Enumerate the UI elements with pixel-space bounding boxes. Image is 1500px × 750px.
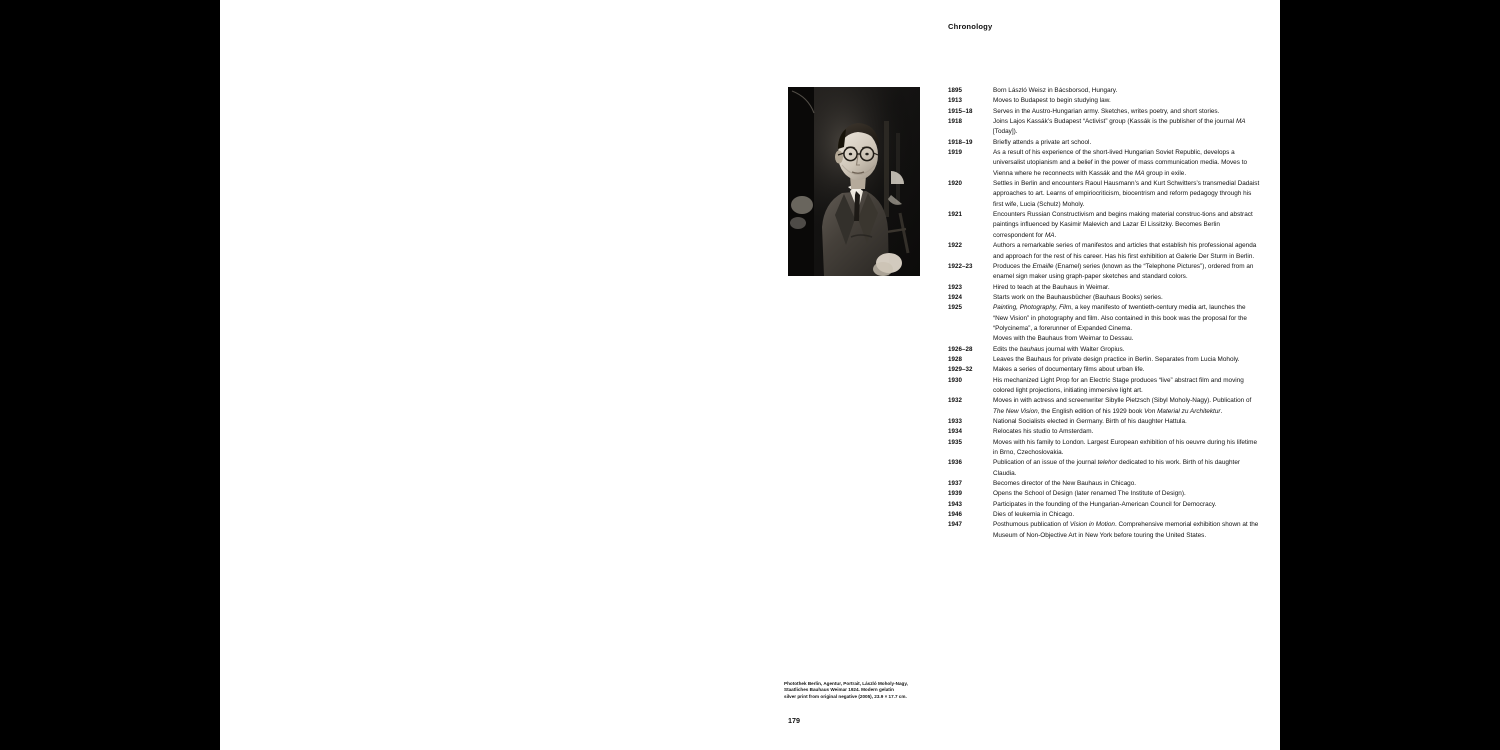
chronology-entry-year: 1943 (948, 500, 962, 508)
chronology-entry-text (993, 303, 1262, 344)
running-head: Chronology (948, 22, 993, 31)
italic-title: Von Material zu Architektur (1144, 407, 1221, 415)
chronology-entry-year: 1922 (948, 242, 962, 250)
text-run: (Enamel) series (known as the “Telephone Pictures”), ordered from an enamel sign maker using graph-paper sketches and standard colors. (993, 262, 1254, 281)
chronology-entry-paragraph (993, 510, 1262, 520)
chronology-entry-text (993, 283, 1262, 293)
chronology-entry-year: 1932 (948, 397, 962, 405)
chronology-entry-text (993, 376, 1262, 397)
book-page (220, 0, 1280, 750)
chronology-entry-text (993, 396, 1262, 417)
chronology-entry-text (993, 365, 1262, 375)
portrait-figure (788, 87, 920, 276)
text-run: Moves with his family to London. Largest European exhibition of his oeuvre during his lifetime in Brno, Czechoslovakia. (993, 438, 1258, 457)
chronology-entry (948, 417, 1262, 427)
chronology-entry-year: 1935 (948, 438, 962, 446)
text-run: , a key manifesto of twentieth-century media art, launches the “New Vision” in photography and film. Also contained in this book was the proposal for the “Polycinema”, a forerunner of Expanded Cinema. (993, 304, 1247, 332)
chronology-entry (948, 86, 1262, 96)
text-run: Posthumous publication of (993, 521, 1070, 529)
text-run: Publication of an issue of the journal (993, 459, 1098, 467)
text-run: group in exile. (1144, 169, 1187, 177)
chronology-entry-text (993, 293, 1262, 303)
chronology-entry (948, 396, 1262, 417)
chronology-entry (948, 96, 1262, 106)
chronology-entry-paragraph (993, 117, 1262, 138)
chronology-entry-text (993, 148, 1262, 179)
chronology-entry-year: 1922–23 (948, 262, 973, 270)
caption-line-3: silver print from original negative (2005), 23.9 × 17.7 cm. (784, 693, 907, 699)
chronology-entry (948, 376, 1262, 397)
text-run: As a result of his experience of the short-lived Hungarian Soviet Republic, develops a universalist utopianism and a belief in the power of mass communication media. Moves to Vienna where he reconnects with Kassák and the (993, 149, 1248, 177)
chronology-entry-text (993, 458, 1262, 479)
italic-title: Emaille (1032, 262, 1054, 270)
chronology-entry (948, 179, 1262, 210)
chronology-entry-year: 1913 (948, 97, 962, 105)
chronology-entry-paragraph (993, 293, 1262, 303)
chronology-entry-text (993, 262, 1262, 283)
chronology-entry-text (993, 241, 1262, 262)
caption-line-1: Photothek Berlin, Agentur, Portrait, László Moholy-Nagy, (784, 681, 908, 686)
chronology-entry-paragraph (993, 148, 1262, 179)
chronology-entry-year: 1947 (948, 521, 962, 529)
chronology-entry (948, 479, 1262, 489)
chronology-entry (948, 117, 1262, 138)
chronology-entry-year: 1918 (948, 118, 962, 126)
chronology-entry (948, 148, 1262, 179)
text-run: Joins Lajos Kassák’s Budapest “Activist” group (Kassák is the publisher of the journal (993, 118, 1236, 126)
text-run: Becomes director of the New Bauhaus in Chicago. (993, 480, 1137, 488)
caption-line-2: Staatliches Bauhaus Weimar 1924. Modern gelatin (784, 687, 894, 693)
figure-caption (784, 681, 989, 700)
chronology-list (948, 86, 1262, 541)
chronology-entry-text (993, 427, 1262, 437)
chronology-entry-year: 1933 (948, 418, 962, 425)
text-run: [Today]). (993, 128, 1018, 136)
chronology-entry-year: 1930 (948, 376, 962, 384)
chronology-entry-paragraph (993, 179, 1262, 210)
chronology-entry (948, 262, 1262, 283)
chronology-entry-text (993, 479, 1262, 489)
chronology-entry-text (993, 355, 1262, 365)
chronology-entry-text (993, 500, 1262, 510)
chronology-entry-year: 1924 (948, 293, 962, 301)
chronology-entry-year: 1918–19 (948, 138, 973, 146)
chronology-entry-text (993, 417, 1262, 427)
chronology-entry-text (993, 345, 1262, 355)
page-number: 179 (788, 716, 800, 725)
text-run: Edits the (993, 345, 1020, 353)
chronology-entry-text (993, 138, 1262, 148)
text-run: . (1054, 231, 1057, 239)
italic-title: Painting, Photography, Film (993, 304, 1072, 312)
chronology-entry-paragraph (993, 417, 1262, 427)
chronology-entry-year: 1919 (948, 149, 962, 157)
text-run: Dies of leukemia in Chicago. (993, 511, 1075, 519)
chronology-entry-year: 1920 (948, 180, 962, 188)
chronology-entry-text (993, 438, 1262, 459)
chronology-entry (948, 438, 1262, 459)
chronology-entry-text (993, 520, 1262, 541)
text-run: Produces the (993, 262, 1033, 270)
chronology-entry (948, 355, 1262, 365)
text-run: His mechanized Light Prop for an Electric Stage produces “live” abstract film and moving colored light projections, initiating immersive light art. (993, 376, 1244, 394)
chronology-entry-year: 1936 (948, 459, 962, 467)
text-run: Hired to teach at the Bauhaus in Weimar. (993, 283, 1110, 291)
chronology-entry-text (993, 96, 1262, 106)
chronology-entry-year: 1934 (948, 428, 962, 436)
text-run: . Comprehensive memorial exhibition shown at the Museum of Non-Objective Art in New York before touring the United States. (993, 521, 1259, 539)
chronology-entry-paragraph (993, 489, 1262, 499)
chronology-entry-paragraph (993, 365, 1262, 375)
chronology-entry-year: 1946 (948, 511, 962, 519)
chronology-entry (948, 510, 1262, 520)
chronology-entry-year: 1895 (948, 87, 962, 94)
chronology-entry-paragraph (993, 427, 1262, 437)
chronology-entry-year: 1923 (948, 283, 962, 291)
text-run: Relocates his studio to Amsterdam. (993, 428, 1094, 436)
chronology-entry (948, 138, 1262, 148)
chronology-entry-paragraph (993, 138, 1262, 148)
chronology-entry (948, 283, 1262, 293)
chronology-entry-text (993, 179, 1262, 210)
chronology-entry-paragraph (993, 334, 1262, 344)
text-run: Participates in the founding of the Hungarian-American Council for Democracy. (993, 500, 1217, 508)
chronology-entry-paragraph (993, 262, 1262, 283)
chronology-entry (948, 427, 1262, 437)
portrait-photograph (788, 87, 920, 276)
italic-title: MA (1134, 169, 1145, 177)
chronology-entry-text (993, 210, 1262, 241)
chronology-entry-year: 1937 (948, 480, 962, 488)
chronology-entry (948, 107, 1262, 117)
chronology-entry-year: 1921 (948, 211, 962, 219)
chronology-entry-year: 1928 (948, 355, 962, 363)
chronology-entry-text (993, 510, 1262, 520)
chronology-entry (948, 345, 1262, 355)
text-run: Authors a remarkable series of manifestos and articles that establish his professional agenda and approach for the rest of his career. Has his first exhibition at Galerie Der Sturm in Berlin. (993, 242, 1257, 260)
chronology-entry-paragraph (993, 376, 1262, 397)
chronology-entry (948, 293, 1262, 303)
chronology-entry-paragraph (993, 396, 1262, 417)
text-run: dedicated to his work. Birth of his daughter Claudia. (993, 459, 1241, 477)
italic-title: The New Vision (993, 407, 1038, 415)
text-run: Makes a series of documentary films about urban life. (993, 366, 1145, 374)
chronology-entry (948, 210, 1262, 241)
chronology-entry (948, 520, 1262, 541)
chronology-entry-paragraph (993, 355, 1262, 365)
chronology-entry-text (993, 107, 1262, 117)
chronology-entry-paragraph (993, 283, 1262, 293)
text-run: Moves with the Bauhaus from Weimar to Dessau. (993, 335, 1134, 343)
chronology-entry-paragraph (993, 520, 1262, 541)
text-run: Opens the School of Design (later renamed The Institute of Design). (993, 490, 1186, 498)
chronology-entry-year: 1926–28 (948, 345, 973, 353)
chronology-entry-paragraph (993, 210, 1262, 241)
chronology-entry (948, 500, 1262, 510)
chronology-entry-paragraph (993, 303, 1262, 334)
text-run: Leaves the Bauhaus for private design practice in Berlin. Separates from Lucia Moholy. (993, 355, 1240, 363)
chronology-entry-paragraph (993, 479, 1262, 489)
text-run: Encounters Russian Constructivism and begins making material construc-tions and abstract paintings influenced by Kasimir Malevich and Lazar El Lissitzky. Becomes Berlin correspondent for (993, 211, 1253, 239)
chronology-entry-year: 1939 (948, 490, 962, 498)
chronology-entry (948, 365, 1262, 375)
text-run: Starts work on the Bauhausbücher (Bauhaus Books) series. (993, 293, 1163, 301)
text-run: , the English edition of his 1929 book (1037, 407, 1145, 415)
chronology-entry-paragraph (993, 345, 1262, 355)
chronology-entry-paragraph (993, 500, 1262, 510)
chronology-entry-paragraph (993, 241, 1262, 262)
chronology-entry-paragraph (993, 96, 1262, 106)
chronology-entry-paragraph (993, 458, 1262, 479)
portrait-photo-image (788, 87, 920, 276)
italic-title: Vision in Motion (1069, 521, 1115, 529)
chronology-entry-paragraph (993, 438, 1262, 459)
text-run: National Socialists elected in Germany. Birth of his daughter Hattula. (993, 418, 1187, 425)
text-run: Moves in with actress and screenwriter Sibylle Pietzsch (Sibyl Moholy-Nagy). Publication of (993, 397, 1252, 405)
chronology-entry (948, 241, 1262, 262)
chronology-entry (948, 303, 1262, 344)
chronology-entry-year: 1915–18 (948, 107, 973, 115)
chronology-entry-year: 1929–32 (948, 366, 973, 374)
italic-title: MA (1044, 231, 1055, 239)
chronology-entry-text (993, 117, 1262, 138)
text-run: Born László Weisz in Bácsborsod, Hungary. (993, 87, 1118, 94)
text-run: Moves to Budapest to begin studying law. (993, 97, 1111, 105)
italic-title: telehor (1097, 459, 1118, 467)
text-run: Serves in the Austro-Hungarian army. Sketches, writes poetry, and short stories. (993, 107, 1220, 115)
chronology-entry (948, 489, 1262, 499)
text-run: . (1220, 407, 1223, 415)
chronology-entry-paragraph (993, 86, 1262, 96)
text-run: Briefly attends a private art school. (993, 138, 1092, 146)
chronology-entry-year: 1925 (948, 304, 962, 312)
italic-title: MA (1235, 118, 1246, 126)
chronology-entry (948, 458, 1262, 479)
chronology-entry-text (993, 86, 1262, 96)
chronology-entry-text (993, 489, 1262, 499)
text-run: Settles in Berlin and encounters Raoul Hausmann’s and Kurt Schwitters’s transmedial Dadaist approaches to art. Learns of empiriocriticism, biocentrism and reform pedagogy through his first wife, Lucia (Schulz) Moholy. (993, 180, 1260, 208)
text-run: journal with Walter Gropius. (1044, 345, 1125, 353)
chronology-entry-paragraph (993, 107, 1262, 117)
italic-title: bauhaus (1019, 345, 1045, 353)
